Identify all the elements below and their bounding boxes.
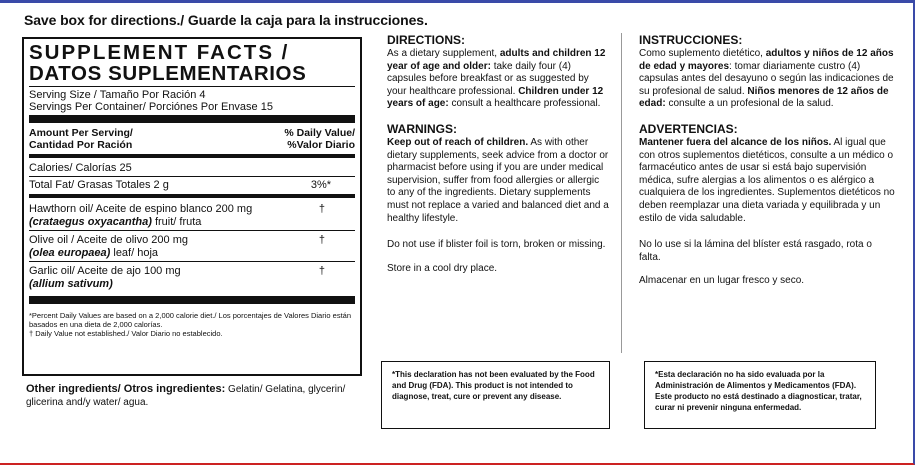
english-column <box>387 33 609 286</box>
warnings-title: WARNINGS: <box>387 121 457 136</box>
ingredient-latin: (crataegus oxyacantha) <box>29 215 152 228</box>
directions-bold: Children under 12 years of age: <box>387 85 604 110</box>
blister-warning: Do not use if blister foil is torn, broken or missing. <box>387 239 606 251</box>
ingredient-latin: (allium sativum) <box>29 277 113 290</box>
column-divider <box>621 33 622 353</box>
instrucciones-part: consulte a un profesional de la salud. <box>665 98 834 110</box>
facts-title-line1: SUPPLEMENT FACTS / <box>29 41 290 64</box>
directions-text <box>387 48 609 111</box>
servings-per-container: Servings Per Container/ Porciónes Por Envase 15 <box>29 101 273 113</box>
supplement-facts-panel <box>22 37 362 376</box>
thick-rule <box>29 296 355 304</box>
mid-rule <box>29 154 355 158</box>
instrucciones-bold: adultos y niños de 12 años de edad y mayores <box>639 48 894 72</box>
fda-disclaimer: *This declaration has not been evaluated by the Food and Drug (FDA). This product is not intended to diagnose, treat, cure or prevent any disease. <box>392 370 595 401</box>
dv-header-line1: % Daily Value/ <box>284 127 355 139</box>
footnote-not-established: † Daily Value not established./ Valor Diario no establecido. <box>29 329 223 338</box>
advertencias-title: ADVERTENCIAS: <box>639 121 738 136</box>
fat-dv: 3%* <box>310 178 332 191</box>
directions-title: DIRECTIONS: <box>387 33 465 47</box>
ingredient-name: Hawthorn oil/ Aceite de espino blanco 200 mg <box>29 203 253 215</box>
storage-note-es: Almacenar en un lugar fresco y seco. <box>639 275 805 287</box>
ingredient-latin: (olea europaea) <box>29 246 111 259</box>
mid-rule <box>29 194 355 198</box>
directions-part: take daily four (4) capsules before breakfast or as suggested by your healthcare professional. <box>387 60 589 97</box>
advertencias-bold: Mantener fuera del alcance de los niños. <box>639 136 832 148</box>
instrucciones-bold: Niños menores de 12 años de edad: <box>639 85 889 110</box>
ingredient-row <box>29 200 355 230</box>
spanish-column <box>639 33 895 299</box>
ingredient-name: Garlic oil/ Aceite de ajo 100 mg <box>29 265 181 277</box>
advertencias-part: Al igual que con otros suplementos dietéticos, consulte a un médico o farmacéutico antes de usar si está bajo supervisión médica, sufre alergias a los alimentos o es alérgico a cualquiera de los ingredientes. Suplementos dietéticos no deben reemplazar una dieta variada y equilibrada y un estilo de vida saludable. <box>639 136 895 224</box>
advertencias-text <box>639 137 895 225</box>
ingredient-dv: † <box>318 265 325 277</box>
ingredient-row <box>29 262 355 292</box>
ingredient-part: leaf/ hoja <box>110 246 159 259</box>
ingredient-dv: † <box>318 203 325 215</box>
ingredient-name: Olive oil / Aceite de olivo 200 mg <box>29 234 188 246</box>
facts-title-line2: DATOS SUPLEMENTARIOS <box>29 62 307 85</box>
ingredient-row <box>29 231 355 261</box>
warnings-part: As with other dietary supplements, seek advice from a doctor or pharmacist before using if you are under medical supervision, suffer from food allergies or allergic to any of the ingredients. Dietary supplements must not replace a varied and balanced diet and a healthy lifestyle. <box>387 136 609 224</box>
directions-part: consult a healthcare professional. <box>448 98 601 110</box>
other-ingredients-label: Other ingredients/ Otros ingredientes: <box>26 383 226 395</box>
other-ingredients <box>26 383 366 409</box>
fda-disclaimer-box <box>381 361 610 429</box>
ingredient-dv: † <box>318 234 325 246</box>
blister-warning-es: No lo use si la lámina del blíster está rasgado, rota o falta. <box>639 239 872 263</box>
facts-title <box>29 42 355 84</box>
fat-row <box>29 177 355 193</box>
footnote-daily-values: *Percent Daily Values are based on a 2,000 calorie diet./ Los porcentajes de Valores Diario están basados en una dieta de 2,000 calorías. <box>29 311 351 329</box>
fda-disclaimer-box-es <box>644 361 876 429</box>
amount-header-row <box>29 126 355 152</box>
fda-disclaimer-es: *Esta declaración no ha sido evaluada por la Administración de Alimentos y Medicamentos (FDA). Este producto no está destinado a diagnosticar, tratar, curar ni prevenir ninguna enfermedad. <box>655 370 862 412</box>
instrucciones-text <box>639 48 895 111</box>
fat-label: Total Fat/ Grasas Totales 2 g <box>29 178 169 191</box>
warnings-text <box>387 137 609 225</box>
directions-part: As a dietary supplement, <box>387 48 500 59</box>
other-ingredients-text: Gelatin/ Gelatina, glycerin/ glicerina and/y water/ agua. <box>26 384 346 408</box>
storage-note: Store in a cool dry place. <box>387 262 498 274</box>
instrucciones-part: Como suplemento dietético, <box>639 48 766 59</box>
thick-rule <box>29 115 355 123</box>
calories-row <box>29 160 355 176</box>
warnings-bold: Keep out of reach of children. <box>387 136 529 148</box>
amount-header-line2: Cantidad Por Ración <box>29 139 133 151</box>
instrucciones-part: : tomar diariamente custro (4) capsulas antes del desayuno o según las indicaciones de su profesional de salud. <box>639 60 894 97</box>
directions-bold: adults and children 12 year of age and older: <box>387 48 606 72</box>
calories-label: Calories/ Calorías 25 <box>29 162 132 174</box>
serving-size: Serving Size / Tamaño Por Ración 4 <box>29 89 206 101</box>
ingredient-part: fruit/ fruta <box>151 215 202 228</box>
amount-header-line1: Amount Per Serving/ <box>29 127 133 139</box>
dv-header-line2: %Valor Diario <box>287 139 355 151</box>
instrucciones-title: INSTRUCCIONES: <box>639 33 743 47</box>
save-box-note: Save box for directions./ Guarde la caja para la instrucciones. <box>24 12 428 28</box>
title-rule <box>29 86 355 87</box>
